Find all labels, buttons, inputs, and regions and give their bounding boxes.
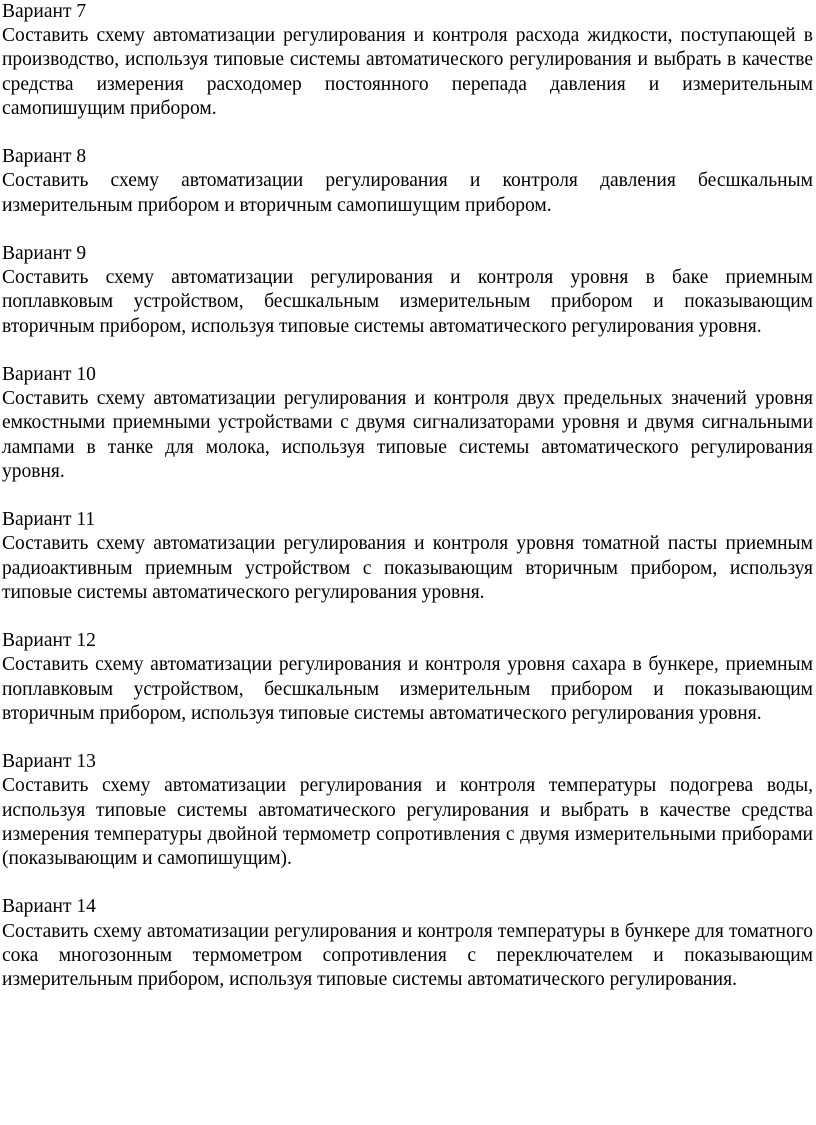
variant-title: Вариант 12	[2, 630, 96, 652]
variant-text: Составить схему автоматизации регулирования и контроля температуры в бункере для томатного сока многозонным термометром сопротивления с переключателем и показывающим измерительным прибором, используя типовые системы автоматического регулирования.	[2, 920, 813, 991]
variant-title: Вариант 8	[2, 146, 87, 168]
variant-text: Составить схему автоматизации регулирования и контроля давления бесшкальным измерительным прибором и вторичным самопишущим прибором.	[2, 170, 813, 216]
variant-11	[2, 508, 813, 605]
variant-9	[2, 242, 813, 339]
variant-text: Составить схему автоматизации регулирования и контроля расхода жидкости, поступающей в производство, используя типовые системы автоматического регулирования и выбрать в качестве средства измерения расходомер постоянного перепада давления и измерительным самопишущим прибором.	[2, 25, 813, 119]
variant-title: Вариант 14	[2, 896, 96, 918]
variant-8	[2, 145, 813, 218]
variant-title: Вариант 13	[2, 751, 96, 773]
variant-text: Составить схему автоматизации регулирования и контроля температуры подогрева воды, используя типовые системы автоматического регулирования и выбрать в качестве средства измерения температуры двойной термометр сопротивления с двумя измерительными приборами (показывающим и самопишущим).	[2, 775, 813, 870]
variant-14	[2, 895, 813, 992]
variant-text: Составить схему автоматизации регулирования и контроля двух предельных значений уровня емкостными приемными устройствами с двумя сигнализаторами уровня и двумя сигнальными лампами в танке для молока, используя типовые системы автоматического регулирования уровня.	[2, 388, 813, 482]
variant-text: Составить схему автоматизации регулирования и контроля уровня сахара в бункере, приемным поплавковым устройством, бесшкальным измерительным прибором и показывающим вторичным прибором, используя типовые системы автоматического регулирования уровня.	[2, 654, 813, 724]
variant-title: Вариант 11	[2, 509, 96, 531]
variant-title: Вариант 7	[2, 1, 87, 22]
variant-text: Составить схему автоматизации регулирования и контроля уровня в баке приемным поплавковым устройством, бесшкальным измерительным прибором и показывающим вторичным прибором, используя типовые системы автоматического регулирования уровня.	[2, 267, 813, 337]
variant-13	[2, 750, 813, 871]
variant-10	[2, 363, 813, 484]
variant-12	[2, 629, 813, 726]
variant-title: Вариант 10	[2, 364, 96, 385]
document-page	[2, 0, 813, 1016]
variant-7	[2, 0, 813, 121]
variant-title: Вариант 9	[2, 243, 87, 264]
variant-text: Составить схему автоматизации регулирования и контроля уровня томатной пасты приемным радиоактивным приемным устройством с показывающим вторичным прибором, используя типовые системы автоматического регулирования уровня.	[2, 533, 813, 603]
